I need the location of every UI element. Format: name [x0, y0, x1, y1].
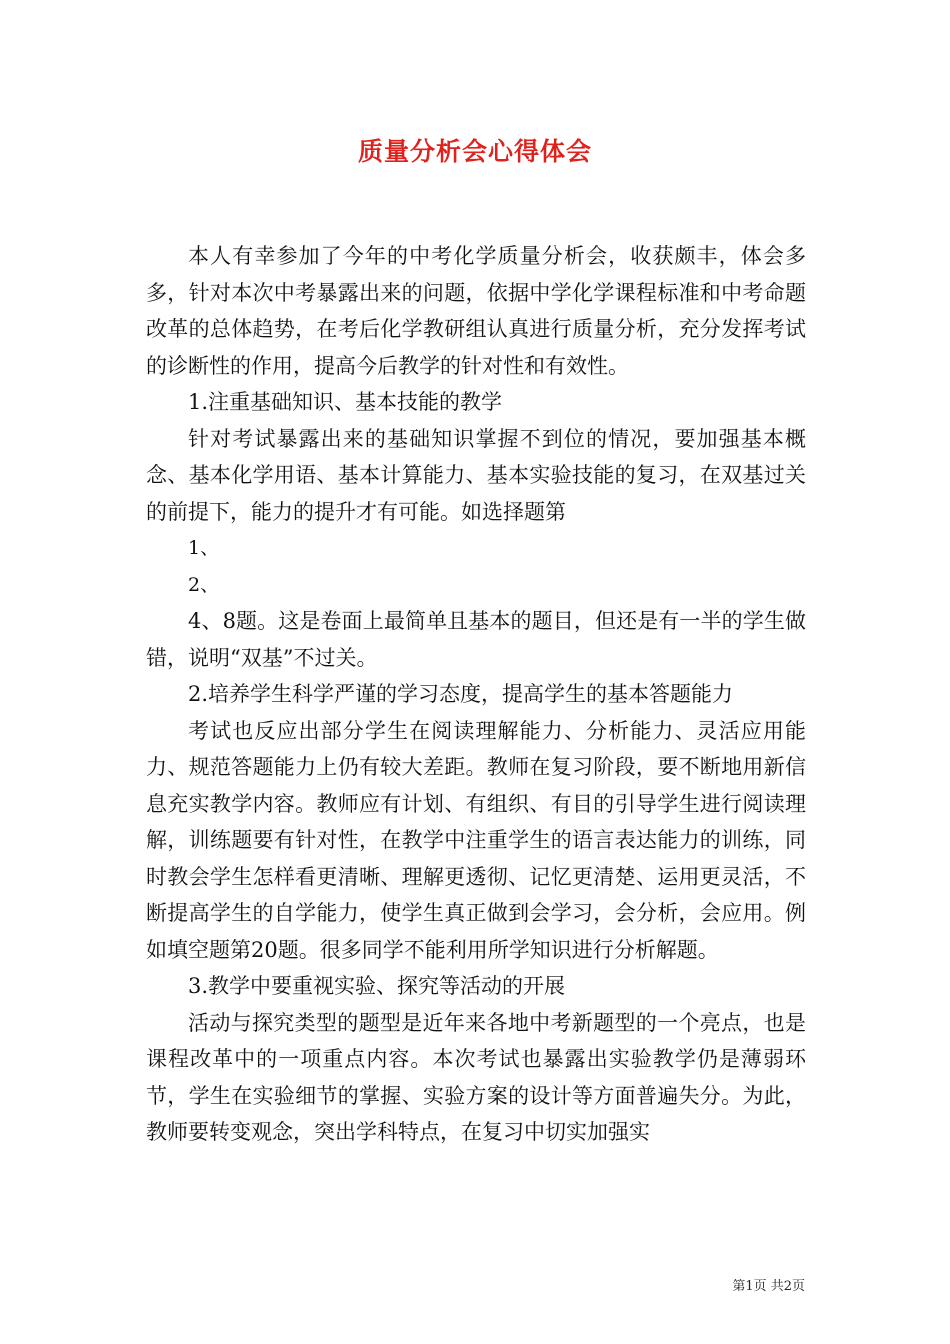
section-heading-3: 3.教学中要重视实验、探究等活动的开展 [188, 974, 566, 998]
paragraph-section-1: 针对考试暴露出来的基础知识掌握不到位的情况，要加强基本概念、基本化学用语、基本计算能力、基本实验技能的复习，在双基过关的前提下，能力的提升才有可能。如选择题第 [146, 426, 806, 524]
document-title: 质量分析会心得体会 [357, 137, 592, 166]
section-heading-2: 2.培养学生科学严谨的学习态度，提高学生的基本答题能力 [188, 682, 734, 706]
paragraph-section-3: 活动与探究类型的题型是近年来各地中考新题型的一个亮点，也是课程改革中的一项重点内容。本次考试也暴露出实验教学仍是薄弱环节，学生在实验细节的掌握、实验方案的设计等方面普遍失分。为此，教师要转变观念，突出学科特点，在复习中切实加强实 [146, 1010, 806, 1144]
list-number-2: 2、 [188, 573, 220, 596]
section-heading-1: 1.注重基础知识、基本技能的教学 [188, 390, 503, 414]
paragraph-section-2: 考试也反应出部分学生在阅读理解能力、分析能力、灵活应用能力、规范答题能力上仍有较大差距。教师在复习阶段，要不断地用新信息充实教学内容。教师应有计划、有组织、有目的引导学生进行阅读理解，训练题要有针对性，在教学中注重学生的语言表达能力的训练，同时教会学生怎样看更清晰、理解更透彻、记忆更清楚、运用更灵活，不断提高学生的自学能力，使学生真正做到会学习，会分析，会应用。例如填空题第20题。很多同学不能利用所学知识进行分析解题。 [146, 718, 806, 962]
document-body [146, 238, 806, 1151]
page-footer: 第1页 共2页 [732, 1279, 805, 1294]
paragraph-section-1-cont: 4、8题。这是卷面上最简单且基本的题目，但还是有一半的学生做错，说明“双基”不过关。 [146, 609, 806, 670]
paragraph-intro: 本人有幸参加了今年的中考化学质量分析会，收获颇丰，体会多多，针对本次中考暴露出来的问题，依据中学化学课程标准和中考命题改革的总体趋势，在考后化学教研组认真进行质量分析，充分发挥考试的诊断性的作用，提高今后教学的针对性和有效性。 [146, 244, 806, 378]
list-number-1: 1、 [188, 537, 220, 559]
